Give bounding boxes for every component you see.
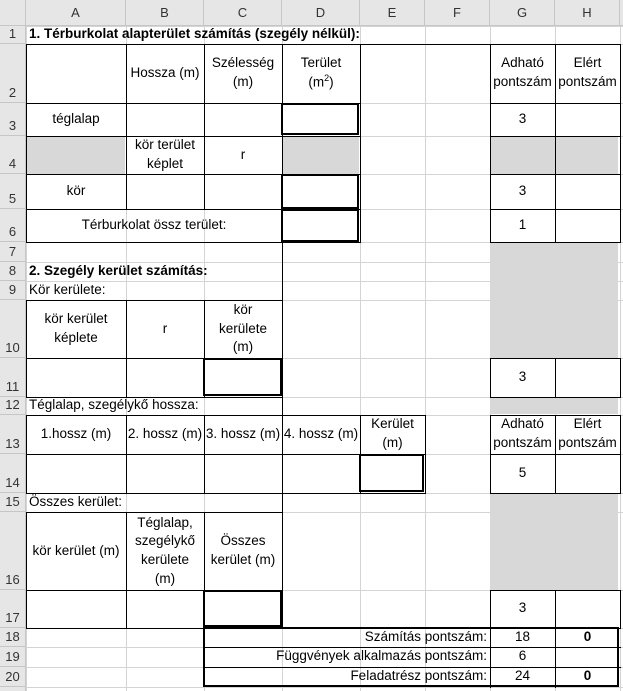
- row-header-20[interactable]: 20: [0, 667, 26, 687]
- grey-cells-g7-h10: [490, 242, 618, 358]
- header-hossza: Hossza (m): [130, 64, 200, 80]
- header-adhato-pontszam-2: [490, 415, 555, 453]
- row-header-8[interactable]: 8: [0, 262, 26, 281]
- row-header-5[interactable]: 5: [0, 174, 26, 209]
- result-box-d3[interactable]: [281, 103, 359, 135]
- row-header-2[interactable]: 2: [0, 44, 26, 103]
- header-kor-kerulet-m: kör kerület (m): [32, 542, 120, 558]
- column-header-c[interactable]: C: [204, 0, 282, 26]
- table-border-line: [620, 358, 621, 398]
- label-szamitas-pontszam: Számítás pontszám:: [364, 628, 487, 644]
- kerulet-line2: (m): [382, 435, 403, 450]
- points-row5: 3: [518, 183, 527, 199]
- row-header-11[interactable]: 11: [0, 358, 26, 397]
- header-teglalap-kerulete: [126, 512, 204, 590]
- teglalap-ker-line2: szegélykő: [134, 533, 196, 549]
- column-header-g[interactable]: G: [490, 0, 555, 26]
- label-osszes-kerulet: Összes kerület:: [29, 493, 123, 509]
- value-fuggvenyek-adhato: 6: [518, 648, 527, 664]
- label-r-1: r: [240, 146, 246, 162]
- label-ossz-terulet: Térburkolat össz terület:: [81, 217, 227, 233]
- table-border-line: [555, 590, 556, 629]
- header-hossz4: 4. hossz (m): [283, 425, 359, 441]
- result-box-e14[interactable]: [359, 454, 424, 492]
- value-szamitas-adhato: 18: [514, 628, 531, 644]
- label-teglalap-szegelyko: Téglalap, szegélykő hossza:: [29, 397, 199, 413]
- teglalap-ker-line3: kerülete: [140, 552, 190, 567]
- table-border-line: [282, 493, 283, 513]
- kor-terulet-line1: kör terület: [134, 137, 196, 153]
- points-row17: 3: [518, 600, 527, 616]
- value-feladatresz-adhato: 24: [514, 668, 531, 684]
- label-kor-kerulete: Kör kerülete:: [29, 281, 106, 297]
- row-header-7[interactable]: 7: [0, 242, 26, 262]
- kor-kerulete-line1: kör: [233, 302, 253, 318]
- header-osszes-kerulet-m: [204, 512, 282, 590]
- table-border-line: [555, 358, 556, 398]
- row-header-10[interactable]: 10: [0, 300, 26, 358]
- value-szamitas-elert: 0: [583, 628, 592, 644]
- section1-title: 1. Térburkolat alapterület számítás (szegély nélkül):: [29, 26, 360, 42]
- row-header-overflow: [0, 687, 26, 691]
- adhato-line2: pontszám: [493, 74, 552, 89]
- label-teglalap: téglalap: [52, 110, 100, 126]
- row-header-6[interactable]: 6: [0, 209, 26, 242]
- grey-cell-d4: [282, 136, 359, 174]
- header-elert-pontszam-2: [555, 415, 620, 453]
- result-box-d6[interactable]: [281, 209, 359, 242]
- points-row11: 3: [518, 368, 527, 384]
- column-header-e[interactable]: E: [360, 0, 425, 26]
- label-kor-terulet-keplet: [126, 136, 204, 174]
- elert-line1: Elért: [573, 55, 602, 71]
- teglalap-ker-line4: (m): [154, 570, 176, 586]
- result-box-d5[interactable]: [281, 174, 359, 209]
- elert2-line2: pontszám: [558, 435, 617, 450]
- kor-terulet-line2: képlet: [146, 156, 184, 171]
- row-header-19[interactable]: 19: [0, 647, 26, 667]
- osszes-ker-line1: Összes: [220, 533, 266, 549]
- section2-title: 2. Szegély kerület számítás:: [29, 262, 208, 278]
- terulet-sup: 2: [324, 73, 330, 84]
- header-szelesseg-line2: (m): [232, 74, 254, 89]
- points-row14: 5: [518, 464, 527, 480]
- header-szelesseg: [204, 44, 282, 102]
- row-header-13[interactable]: 13: [0, 415, 26, 454]
- kor-kerulete-line2: kerülete: [218, 320, 268, 336]
- grey-cells-g15-h16: [490, 493, 618, 590]
- elert2-line1: Elért: [573, 416, 602, 432]
- header-hossz2: 2. hossz (m): [127, 425, 203, 441]
- column-header-d[interactable]: D: [282, 0, 360, 26]
- column-header-a[interactable]: A: [26, 0, 126, 26]
- adhato2-line1: Adható: [501, 416, 544, 432]
- kor-kerulete-line3: (m): [232, 339, 254, 355]
- row-header-3[interactable]: 3: [0, 103, 26, 136]
- header-elert-pontszam-1: [555, 44, 620, 102]
- header-terulet: [282, 44, 360, 102]
- osszes-ker-line2: kerület (m): [210, 552, 276, 567]
- kor-kerulet-keplete-line1: kör kerület: [44, 311, 108, 327]
- row-header-17[interactable]: 17: [0, 590, 26, 628]
- column-header-b[interactable]: B: [126, 0, 204, 26]
- elert-line2: pontszám: [558, 74, 617, 89]
- kor-kerulet-keplete-line2: képlete: [54, 330, 98, 345]
- adhato-line1: Adható: [501, 55, 544, 71]
- kerulet-line1: Kerület: [371, 416, 414, 432]
- header-hossz1: 1.hossz (m): [40, 425, 112, 441]
- header-adhato-pontszam-1: [490, 44, 555, 102]
- terulet-unit: (m: [308, 74, 325, 90]
- header-terulet-line1: Terület: [300, 54, 342, 70]
- row-header-15[interactable]: 15: [0, 493, 26, 512]
- table-border-line: [360, 44, 361, 243]
- header-kerulet: [360, 415, 425, 453]
- label-kor-kerulet-keplete: [26, 300, 126, 358]
- teglalap-ker-line1: Téglalap,: [137, 514, 193, 530]
- gridline-h: [26, 687, 623, 688]
- row-header-9[interactable]: 9: [0, 281, 26, 300]
- grey-cell-a4: [26, 136, 125, 174]
- label-kor-kerulete-m: [204, 300, 282, 358]
- row-header-16[interactable]: 16: [0, 512, 26, 590]
- value-feladatresz-elert: 0: [583, 668, 592, 684]
- terulet-paren: ): [329, 74, 334, 90]
- row-header-12[interactable]: 12: [0, 397, 26, 415]
- row-header-1[interactable]: 1: [0, 26, 26, 44]
- label-feladatresz-pontszam: Feladatrész pontszám:: [350, 668, 487, 684]
- row-header-18[interactable]: 18: [0, 628, 26, 647]
- row-header-4[interactable]: 4: [0, 136, 26, 174]
- table-border-line: [620, 590, 621, 629]
- header-szelesseg-line1: Szélesség: [211, 55, 275, 71]
- header-terulet-line2: [308, 72, 333, 92]
- grey-cells-g4-h4: [490, 136, 618, 174]
- points-row3: 3: [518, 110, 527, 126]
- header-hossz3: 3. hossz (m): [205, 425, 281, 441]
- adhato2-line2: pontszám: [493, 435, 552, 450]
- table-border-line: [425, 415, 426, 494]
- select-all-corner[interactable]: [0, 0, 26, 26]
- column-header-f[interactable]: F: [425, 0, 490, 26]
- row-header-14[interactable]: 14: [0, 454, 26, 493]
- label-r-2: r: [162, 320, 168, 336]
- table-border-line: [620, 44, 621, 243]
- label-kor: kör: [66, 183, 86, 199]
- column-header-h[interactable]: H: [555, 0, 620, 26]
- table-border-line: [26, 242, 361, 243]
- result-box-c11[interactable]: [203, 358, 282, 396]
- label-fuggvenyek-pontszam: Függvények alkalmazás pontszám:: [276, 648, 487, 664]
- table-border-line: [620, 415, 621, 494]
- points-row6: 1: [518, 217, 527, 233]
- grey-cells-g12-h12: [490, 397, 618, 414]
- result-box-c17[interactable]: [203, 590, 282, 627]
- table-border-line: [282, 512, 283, 629]
